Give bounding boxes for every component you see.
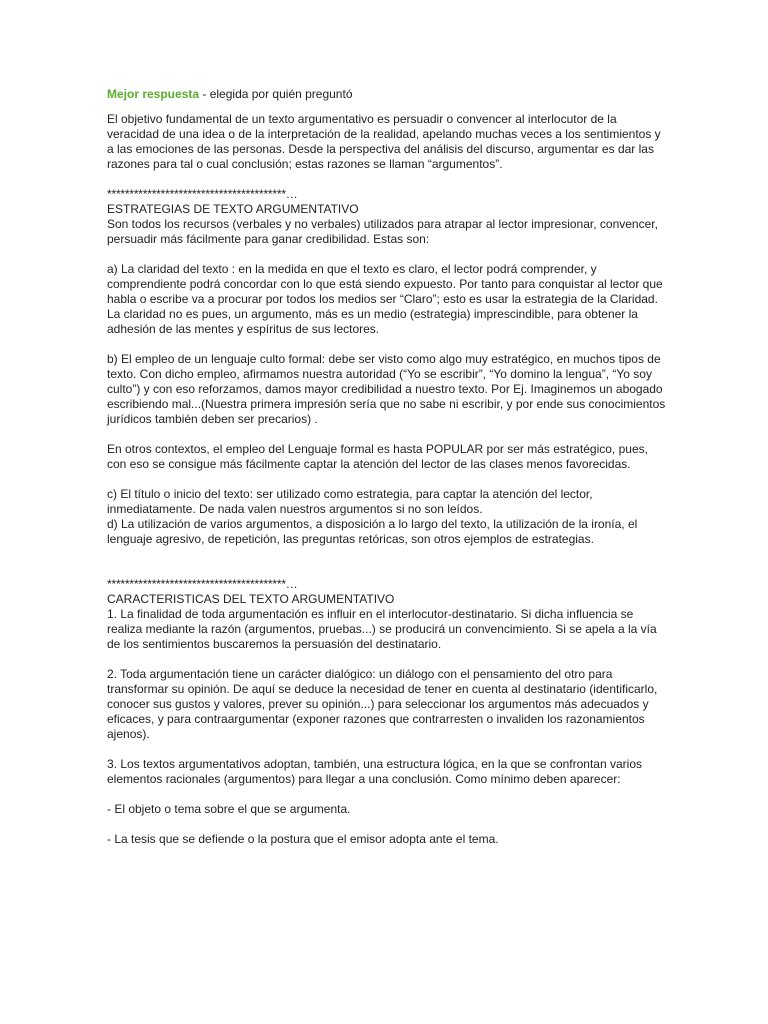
characteristic-item-3b: - La tesis que se defiende o la postura que el emisor adopta ante el tema. bbox=[107, 832, 499, 846]
strategy-item-a: a) La claridad del texto : en la medida en que el texto es claro, el lector podrá comprender, y comprendiente podrá concordar con lo que está siendo expuesto. Por tanto para conquistar al lector que habla o escribe va a procurar por todos los medios ser “Claro”; esto es usar la estrategia de la Claridad. La claridad no es pues, un argumento, más es un medio (estrategia) imprescindible, para obtener la adhesión de las mentes y espíritus de sus lectores. bbox=[107, 262, 663, 336]
characteristic-item-3: 3. Los textos argumentativos adoptan, también, una estructura lógica, en la que se confrontan varios elementos racionales (argumentos) para llegar a una conclusión. Como mínimo deben aparecer: bbox=[107, 757, 642, 786]
separator-line: ****************************************… bbox=[107, 187, 298, 201]
strategy-item-b-continued: En otros contextos, el empleo del Lenguaje formal es hasta POPULAR por ser más estratégico, pues, con eso se consigue más fácilmente captar la atención del lector de las clases menos favorecidas. bbox=[107, 442, 648, 471]
best-answer-label: Mejor respuesta bbox=[107, 87, 200, 101]
characteristics-title: CARACTERISTICAS DEL TEXTO ARGUMENTATIVO bbox=[107, 592, 395, 606]
document-page bbox=[107, 87, 667, 847]
characteristic-item-2: 2. Toda argumentación tiene un carácter dialógico: un diálogo con el pensamiento del otro para transformar su opinión. De aquí se deduce la necesidad de tener en cuenta al destinatario (identificarlo, conocer sus gustos y valores, prever su opinión...) para seleccionar los argumentos más adecuados y eficaces, y para contraargumentar (exponer razones que contrarresten o invaliden los razonamientos ajenos). bbox=[107, 667, 658, 741]
separator-line: ****************************************… bbox=[107, 577, 298, 591]
strategies-title: ESTRATEGIAS DE TEXTO ARGUMENTATIVO bbox=[107, 202, 359, 216]
characteristic-item-1: 1. La finalidad de toda argumentación es influir en el interlocutor-destinatario. Si dicha influencia se realiza mediante la razón (argumentos, pruebas...) se producirá un convencimiento. Si se apela a la vía de los sentimientos buscaremos la persuasión del destinatario. bbox=[107, 607, 657, 651]
intro-paragraph: El objetivo fundamental de un texto argumentativo es persuadir o convencer al interlocutor de la veracidad de una idea o de la interpretación de la realidad, apelando muchas veces a los sentimientos y a las emociones de las personas. Desde la perspectiva del análisis del discurso, argumentar es dar las razones para tal o cual conclusión; estas razones se llaman “argumentos”. bbox=[107, 112, 661, 171]
best-answer-heading bbox=[107, 87, 667, 102]
characteristic-item-3a: - El objeto o tema sobre el que se argumenta. bbox=[107, 802, 351, 816]
strategies-intro: Son todos los recursos (verbales y no verbales) utilizados para atrapar al lector impresionar, convencer, persuadir más fácilmente para ganar credibilidad. Estas son: bbox=[107, 217, 658, 246]
best-answer-suffix: - elegida por quién preguntó bbox=[199, 87, 353, 101]
strategy-item-c: c) El título o inicio del texto: ser utilizado como estrategia, para captar la atención del lector, inmediatamente. De nada valen nuestros argumentos si no son leídos. bbox=[107, 487, 593, 516]
strategy-item-d: d) La utilización de varios argumentos, a disposición a lo largo del texto, la utilización de la ironía, el lenguaje agresivo, de repetición, las preguntas retóricas, son otros ejemplos de estrategias. bbox=[107, 517, 638, 546]
strategy-item-b: b) El empleo de un lenguaje culto formal: debe ser visto como algo muy estratégico, en muchos tipos de texto. Con dicho empleo, afirmamos nuestra autoridad (“Yo se escribir”, “Yo domino la lengua”, “Yo soy culto”) y con eso reforzamos, damos mayor credibilidad a nuestro texto. Por Ej. Imaginemos un abogado escribiendo mal...(Nuestra primera impresión sería que no sabe ni escribir, y por ende sus conocimientos jurídicos también deben ser precarios) . bbox=[107, 352, 666, 426]
